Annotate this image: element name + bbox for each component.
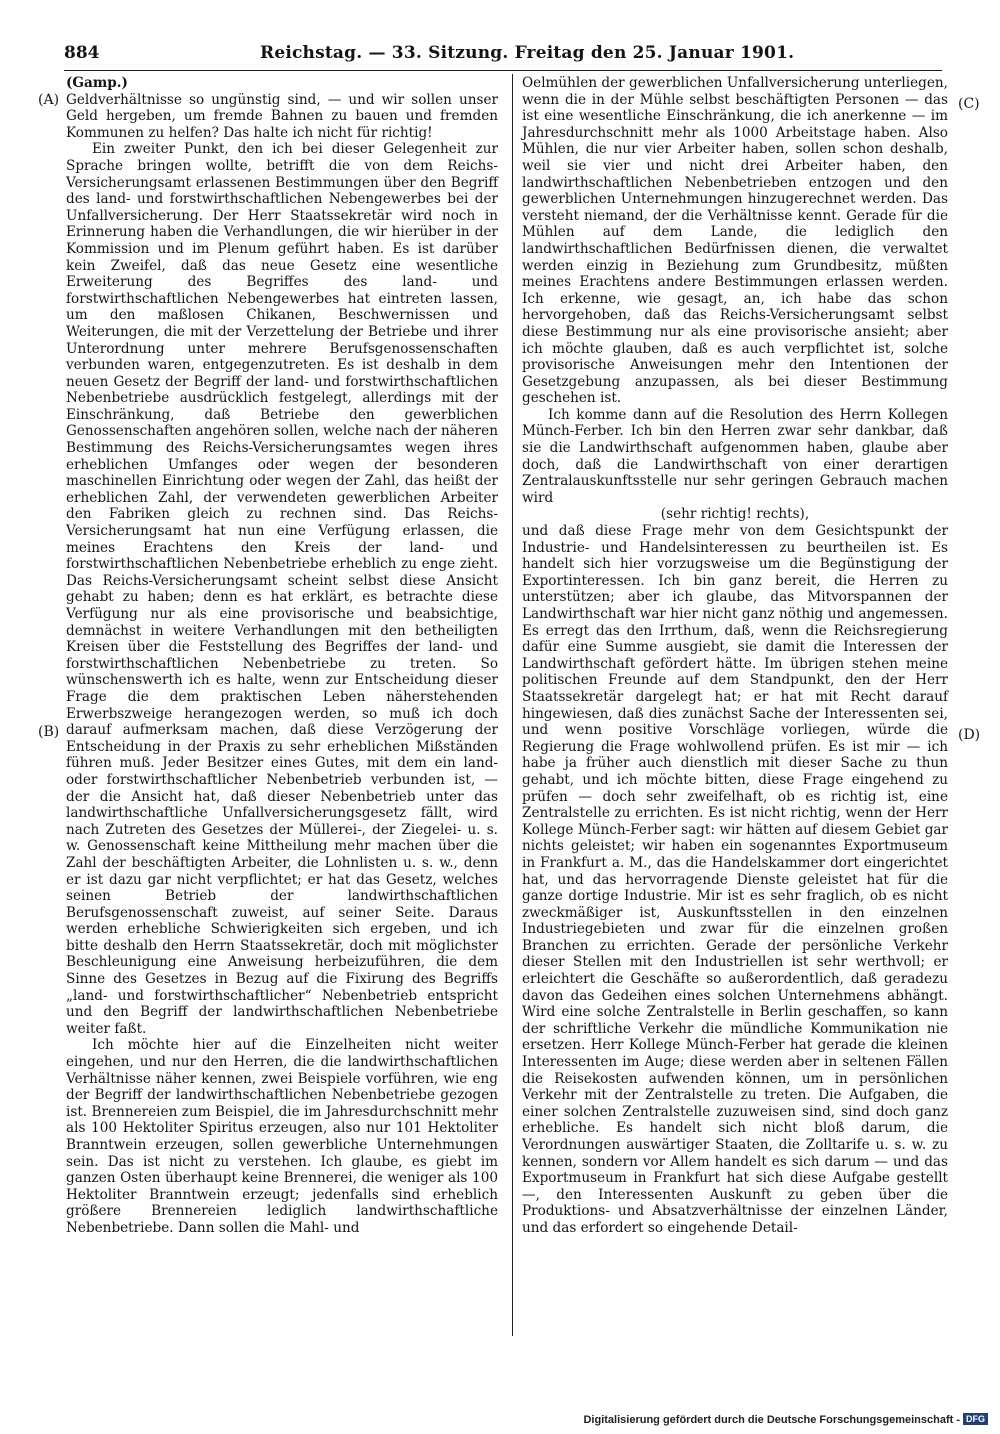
margin-marker-b: (B) <box>38 724 60 740</box>
margin-marker-a: (A) <box>38 92 60 108</box>
margin-marker-d: (D) <box>958 727 981 743</box>
margin-marker-c: (C) <box>958 96 980 112</box>
right-paragraph-3: und daß diese Frage mehr von dem Gesichtspunkt der Industrie- und Handelsinteressen zu beurtheilen ist. Es handelt sich hier vorzugsweise um die Begünstigung der Exportinteressen. Ich bin ganz bereit, die Herren zu unterstützen; aber ich glaube, das Mitvorspannen der Landwirthschaft war hier nicht ganz nöthig und angemessen. Es erregt das den Irrthum, daß, wenn die Reichsregierung dafür eine Summe ausgiebt, sie damit die Interessen der Landwirthschaft gefördert hätte. Im übrigen stehen meine politischen Freunde auf dem Standpunkt, den der Herr Staatssekretär dargelegt hat; er hat mit Recht darauf hingewiesen, daß dies zunächst Sache der Interessenten sei, und wenn positive Vorschläge vorliegen, würde die Regierung die Frage wohlwollend prüfen. Es ist mir — ich habe ja früher auch dienstlich mit dieser Sache zu thun gehabt, und ich möchte bitten, diese Frage eingehend zu prüfen — doch sehr zweifelhaft, ob es richtig ist, eine Zentralstelle zu errichten. Es ist nicht richtig, wenn der Herr Kollege Münch-Ferber sagt: wir hätten auf diesem Gebiet gar nichts geleistet; wir haben ein sogenanntes Exportmuseum in Frankfurt a. M., das die Handelskammer dort eingerichtet hat, und das hervorragende Dienste geleistet hat für die ganze dortige Industrie. Mir ist es sehr fraglich, ob es nicht zweckmäßiger ist, Auskunftsstellen in den einzelnen Industriegebieten und zwar für die einzelnen großen Branchen zu errichten. Gerade der persönliche Verkehr dieser Stellen mit den Industriellen ist sehr werthvoll; er erleichtert die Geschäfte so außerordentlich, daß geradezu davon das Gedeihen eines solchen Unternehmens abhängt. Wird eine solche Zentralstelle in Berlin geschaffen, so kann der schriftliche Verkehr die mündliche Kommunikation nie ersetzen. Herr Kollege Münch-Ferber hat gerade die kleinen Interessenten im Auge; diese werden aber in seltenen Fällen die Reisekosten aufwenden können, um in persönlichen Verkehr mit der Zentralstelle zu treten. Die Aufgaben, die einer solchen Zentralstelle zuzuweisen sind, sind doch ganz erhebliche. Es handelt sich nicht bloß darum, die Verordnungen auswärtiger Staaten, die Zolltarife u. s. w. zu kennen, sondern vor Allem handelt es sich darum — und das Exportmuseum in Frankfurt hat sich diese Aufgabe gestellt —, den Interessenten Auskunft zu geben über die Produktions- und Absatzverhältnisse der einzelnen Länder, und das erfordert so eingehende Detail- <box>522 523 948 1236</box>
dfg-logo: DFG <box>963 1413 988 1425</box>
speaker-name: (Gamp.) <box>66 75 128 91</box>
footer-credit <box>583 1413 988 1426</box>
running-title: Reichstag. — 33. Sitzung. Freitag den 25. Januar 1901. <box>260 43 795 63</box>
header-rule <box>64 70 942 71</box>
right-column <box>522 75 948 1237</box>
page-number: 884 <box>64 43 100 63</box>
left-paragraph-1: Geldverhältnisse so ungünstig sind, — und wir sollen unser Geld hergeben, um fremde Bahnen zu bauen und fremden Kommunen zu helfen? Das halte ich nicht für richtig! <box>66 91 498 141</box>
interjection: (sehr richtig! rechts), <box>660 506 810 523</box>
left-paragraph-3: Ich möchte hier auf die Einzelheiten nicht weiter eingehen, und nur den Herren, die die landwirthschaftlichen Verhältnisse näher kennen, zwei Beispiele vorführen, wie eng der Begriff der landwirthschaftlichen Nebenbetriebe gezogen ist. Brennereien zum Beispiel, die im Jahresdurchschnitt mehr als 100 Hektoliter Spiritus erzeugen, also nur 101 Hektoliter Branntwein erzeugen, sollen gewerbliche Unternehmungen sein. Das ist nicht zu verstehen. Ich glaube, es giebt im ganzen Osten überhaupt keine Brennerei, die weniger als 100 Hektoliter Branntwein erzeugt; jedenfalls sind erheblich größere Brennereien lediglich landwirthschaftliche Nebenbetriebe. Dann sollen die Mahl- und <box>66 1037 498 1236</box>
right-paragraph-2: Ich komme dann auf die Resolution des Herrn Kollegen Münch-Ferber. Ich bin den Herren zwar sehr dankbar, daß sie die Landwirthschaft aufgenommen haben, glaube aber doch, daß die Landwirthschaft von einer derartigen Zentralauskunftsstelle nur sehr geringen Gebrauch machen wird <box>522 406 948 506</box>
page-header <box>64 43 942 69</box>
right-paragraph-1: Oelmühlen der gewerblichen Unfallversicherung unterliegen, wenn die in der Mühle selbst beschäftigten Personen — das ist eine wesentliche Einschränkung, die ich anerkenne — im Jahresdurchschnitt mehr als 1000 Arbeitstage haben. Also Mühlen, die nur vier Arbeiter haben, sollen schon deshalb, weil sie vier und nicht drei Arbeiter haben, den landwirthschaftlichen Nebenbetrieben entzogen und den gewerblichen Unternehmungen hinzugerechnet werden. Das versteht niemand, der die Verhältnisse kennt. Gerade für die Mühlen auf dem Lande, die lediglich den landwirthschaftlichen Bedürfnissen dienen, die verwaltet werden einzig in Beziehung zum Grundbesitz, müßten meines Erachtens andere Bestimmungen erlassen werden. Ich erkenne, wie gesagt, an, ich habe das schon hervorgehoben, daß das Reichs-Versicherungsamt selbst diese Bestimmung nur als eine provisorische ansieht; aber ich möchte glauben, daß es auch verpflichtet ist, solche provisorische Anweisungen mehr den Intentionen der Gesetzgebung anzupassen, als bei dieser Bestimmung geschehen ist. <box>522 75 948 407</box>
left-paragraph-2: Ein zweiter Punkt, den ich bei dieser Gelegenheit zur Sprache bringen wollte, betrifft die von dem Reichs-Versicherungsamt erlassenen Bestimmungen über den Begriff des land- und forstwirthschaftlichen Nebengewerbes bei der Unfallversicherung. Der Herr Staatssekretär wird noch in Erinnerung haben die Verhandlungen, die wir hierüber in der Kommission und im Plenum geführt haben. Es ist darüber kein Zweifel, daß das neue Gesetz eine wesentliche Erweiterung des Begriffes des land- und forstwirthschaftlichen Nebengewerbes hat eintreten lassen, um den maßlosen Chikanen, Beschwernissen und Weiterungen, die mit der Verzettelung der Betriebe und ihrer Unterordnung unter mehrere Berufsgenossenschaften verbunden waren, entgegenzutreten. Es ist deshalb in dem neuen Gesetz der Begriff der land- und forstwirthschaftlichen Nebenbetriebe ausdrücklich festgelegt, allerdings mit der Einschränkung, daß Betriebe den gewerblichen Genossenschaften angehören sollen, welche nach der näheren Bestimmung des Reichs-Versicherungsamtes wegen ihres erheblichen Umfanges oder wegen der besonderen maschinellen Einrichtung oder wegen der Zahl, das heißt der erheblichen Zahl, der verwendeten gewerblichen Arbeiter den Fabriken gleich zu rechnen sind. Das Reichs-Versicherungsamt hat nun eine Verfügung erlassen, die meines Erachtens den Kreis der land- und forstwirthschaftlichen Nebenbetriebe erheblich zu enge zieht. Das Reichs-Versicherungsamt scheint selbst diese Ansicht gehabt zu haben; denn es hat erklärt, es betrachte diese Verfügung nur als eine provisorische und beabsichtige, demnächst in weitere Verhandlungen mit den betheiligten Kreisen über die Feststellung des Begriffes der land- und forstwirthschaftlichen Nebenbetriebe zu treten. So wünschenswerth ich es halte, wenn zur Entscheidung dieser Frage die dem praktischen Leben näherstehenden Erwerbszweige herangezogen werden, so muß ich doch darauf aufmerksam machen, daß diese Verzögerung der Entscheidung in der Praxis zu sehr erheblichen Mißständen führen muß. Jeder Besitzer eines Gutes, mit dem ein land- oder forstwirthschaftlicher Nebenbetrieb verbunden ist, — der die Ansicht hat, daß dieser Nebenbetrieb unter das landwirthschaftliche Unfallversicherungsgesetz fällt, wird nach Zutreten des Gesetzes der Müllerei-, der Ziegelei- u. s. w. Genossenschaft keine Mittheilung mehr machen über die Zahl der beschäftigten Arbeiter, die Lohnlisten u. s. w., denn er ist dazu gar nicht verpflichtet; er hat das Gesetz, welches seinen Betrieb der landwirthschaftlichen Berufsgenossenschaft zuweist, auf seiner Seite. Daraus werden erhebliche Schwierigkeiten sich ergeben, und ich bitte deshalb den Herrn Staatssekretär, doch mit möglichster Beschleunigung eine Anweisung herbeizuführen, die dem Sinne des Gesetzes in Bezug auf die Fixirung des Begriffs „land- und forstwirthschaftlicher“ Nebenbetrieb entspricht und den Begriff der landwirthschaftlichen Nebenbetriebe weiter faßt. <box>66 141 498 1037</box>
left-column <box>66 75 498 1237</box>
footer-text: Digitalisierung gefördert durch die Deutsche Forschungsgemeinschaft - <box>583 1414 960 1426</box>
column-divider <box>512 74 513 1336</box>
